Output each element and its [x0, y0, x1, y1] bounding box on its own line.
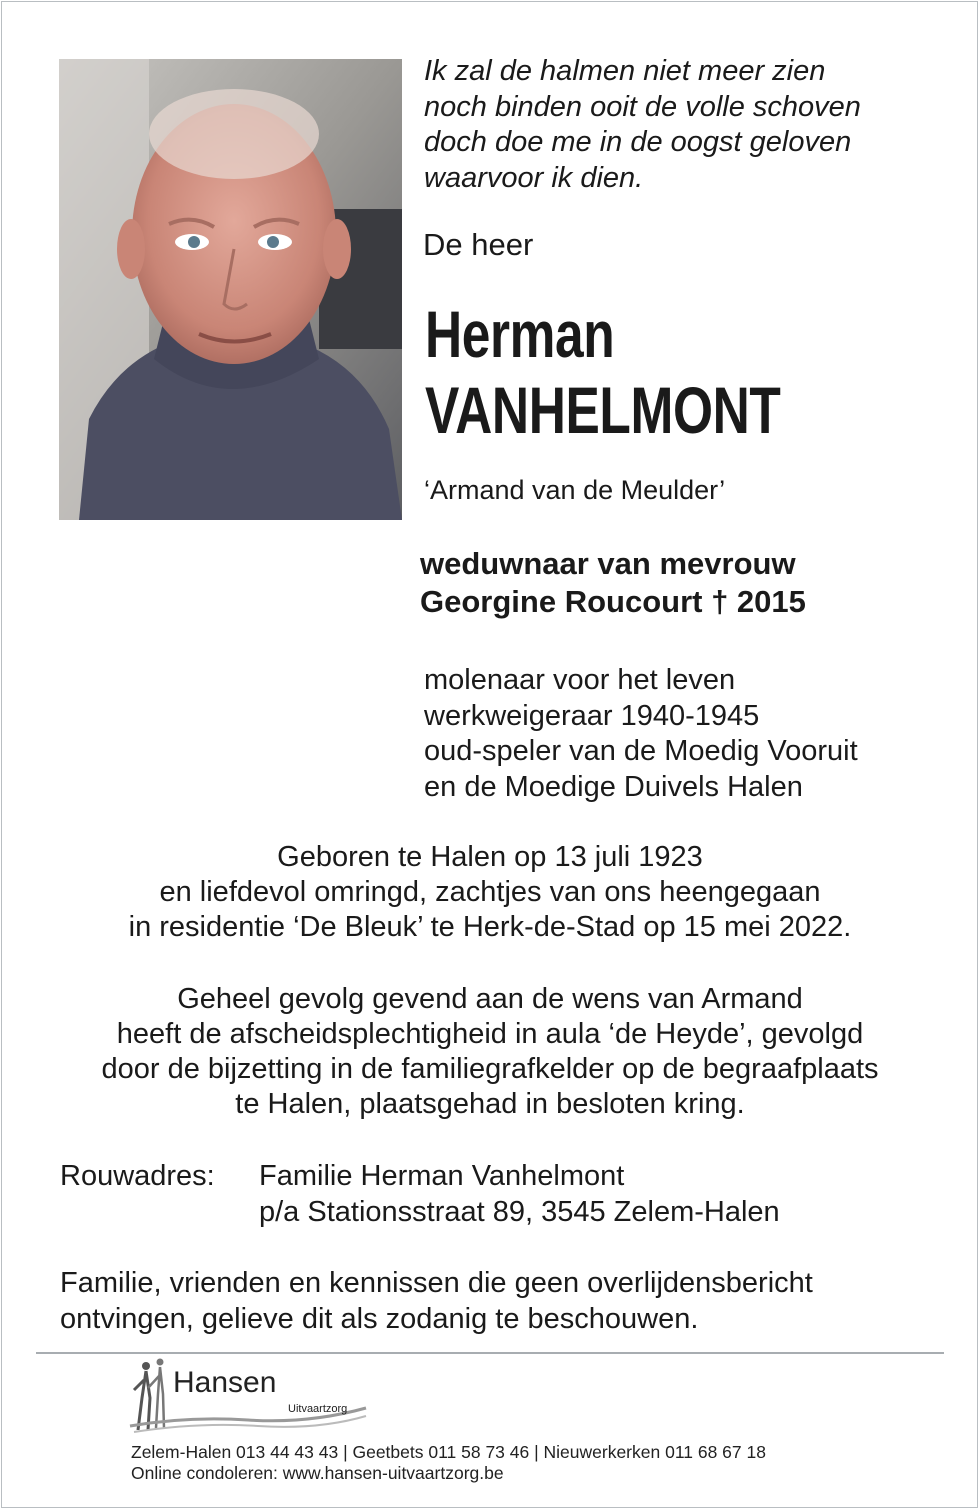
- contact-website[interactable]: Online condoleren: www.hansen-uitvaartzorg.be: [131, 1463, 504, 1483]
- career-line: werkweigeraar 1940-1945: [424, 699, 760, 732]
- widow-line: weduwnaar van mevrouw: [420, 546, 796, 581]
- paragraph-line: ontvingen, gelieve dit als zodanig te beschouwen.: [60, 1303, 699, 1335]
- widow-line: Georgine Roucourt † 2015: [420, 584, 806, 619]
- paragraph-line: Geboren te Halen op 13 juli 1923: [277, 841, 703, 873]
- portrait-photo: [59, 59, 402, 520]
- address-label: Rouwadres:: [60, 1160, 215, 1192]
- contact-phones: Zelem-Halen 013 44 43 43 | Geetbets 011 58 73 46 | Nieuwerkerken 011 68 67 18: [131, 1442, 766, 1462]
- address-lines: [259, 1158, 780, 1230]
- paragraph-line: heeft de afscheidsplechtigheid in aula ‘de Heyde’, gevolgd: [116, 1018, 864, 1050]
- poem-line: doch doe me in de oogst geloven: [424, 126, 852, 158]
- funeral-paragraph: [0, 982, 980, 1122]
- poem-line: noch binden ooit de volle schoven: [424, 90, 861, 123]
- address-line: p/a Stationsstraat 89, 3545 Zelem-Halen: [259, 1196, 780, 1228]
- career-line: oud-speler van de Moedig Vooruit: [424, 735, 858, 767]
- paragraph-line: Geheel gevolg gevend aan de wens van Armand: [177, 983, 803, 1015]
- deceased-name: [425, 296, 780, 448]
- address-line: Familie Herman Vanhelmont: [259, 1160, 625, 1192]
- last-name: VANHELMONT: [425, 373, 781, 447]
- funeral-home-name: Hansen: [173, 1366, 277, 1399]
- career-line: en de Moedige Duivels Halen: [424, 770, 803, 803]
- memorial-poem: [424, 54, 944, 196]
- funeral-home-subtitle: Uitvaartzorg: [288, 1403, 348, 1415]
- paragraph-line: Familie, vrienden en kennissen die geen overlijdensbericht: [60, 1267, 813, 1299]
- nickname: ‘Armand van de Meulder’: [424, 475, 726, 505]
- title-prefix: De heer: [423, 227, 534, 262]
- poem-line: waarvoor ik dien.: [424, 161, 644, 194]
- divider: [36, 1352, 944, 1354]
- poem-line: Ik zal de halmen niet meer zien: [424, 55, 826, 87]
- paragraph-line: in residentie ‘De Bleuk’ te Herk-de-Stad op 15 mei 2022.: [128, 911, 852, 943]
- paragraph-line: door de bijzetting in de familiegrafkelder op de begraafplaats: [101, 1053, 879, 1085]
- widow-statement: [420, 545, 806, 621]
- paragraph-line: en liefdevol omringd, zachtjes van ons heengegaan: [159, 876, 821, 908]
- birth-death-paragraph: [0, 840, 980, 945]
- paragraph-line: te Halen, plaatsgehad in besloten kring.: [235, 1088, 745, 1120]
- funeral-home-contact: [131, 1442, 766, 1484]
- portrait-illustration: [59, 59, 402, 520]
- notice-paragraph: [60, 1265, 813, 1337]
- first-name: Herman: [425, 297, 615, 371]
- career-line: molenaar voor het leven: [424, 664, 736, 696]
- career-list: [424, 663, 858, 805]
